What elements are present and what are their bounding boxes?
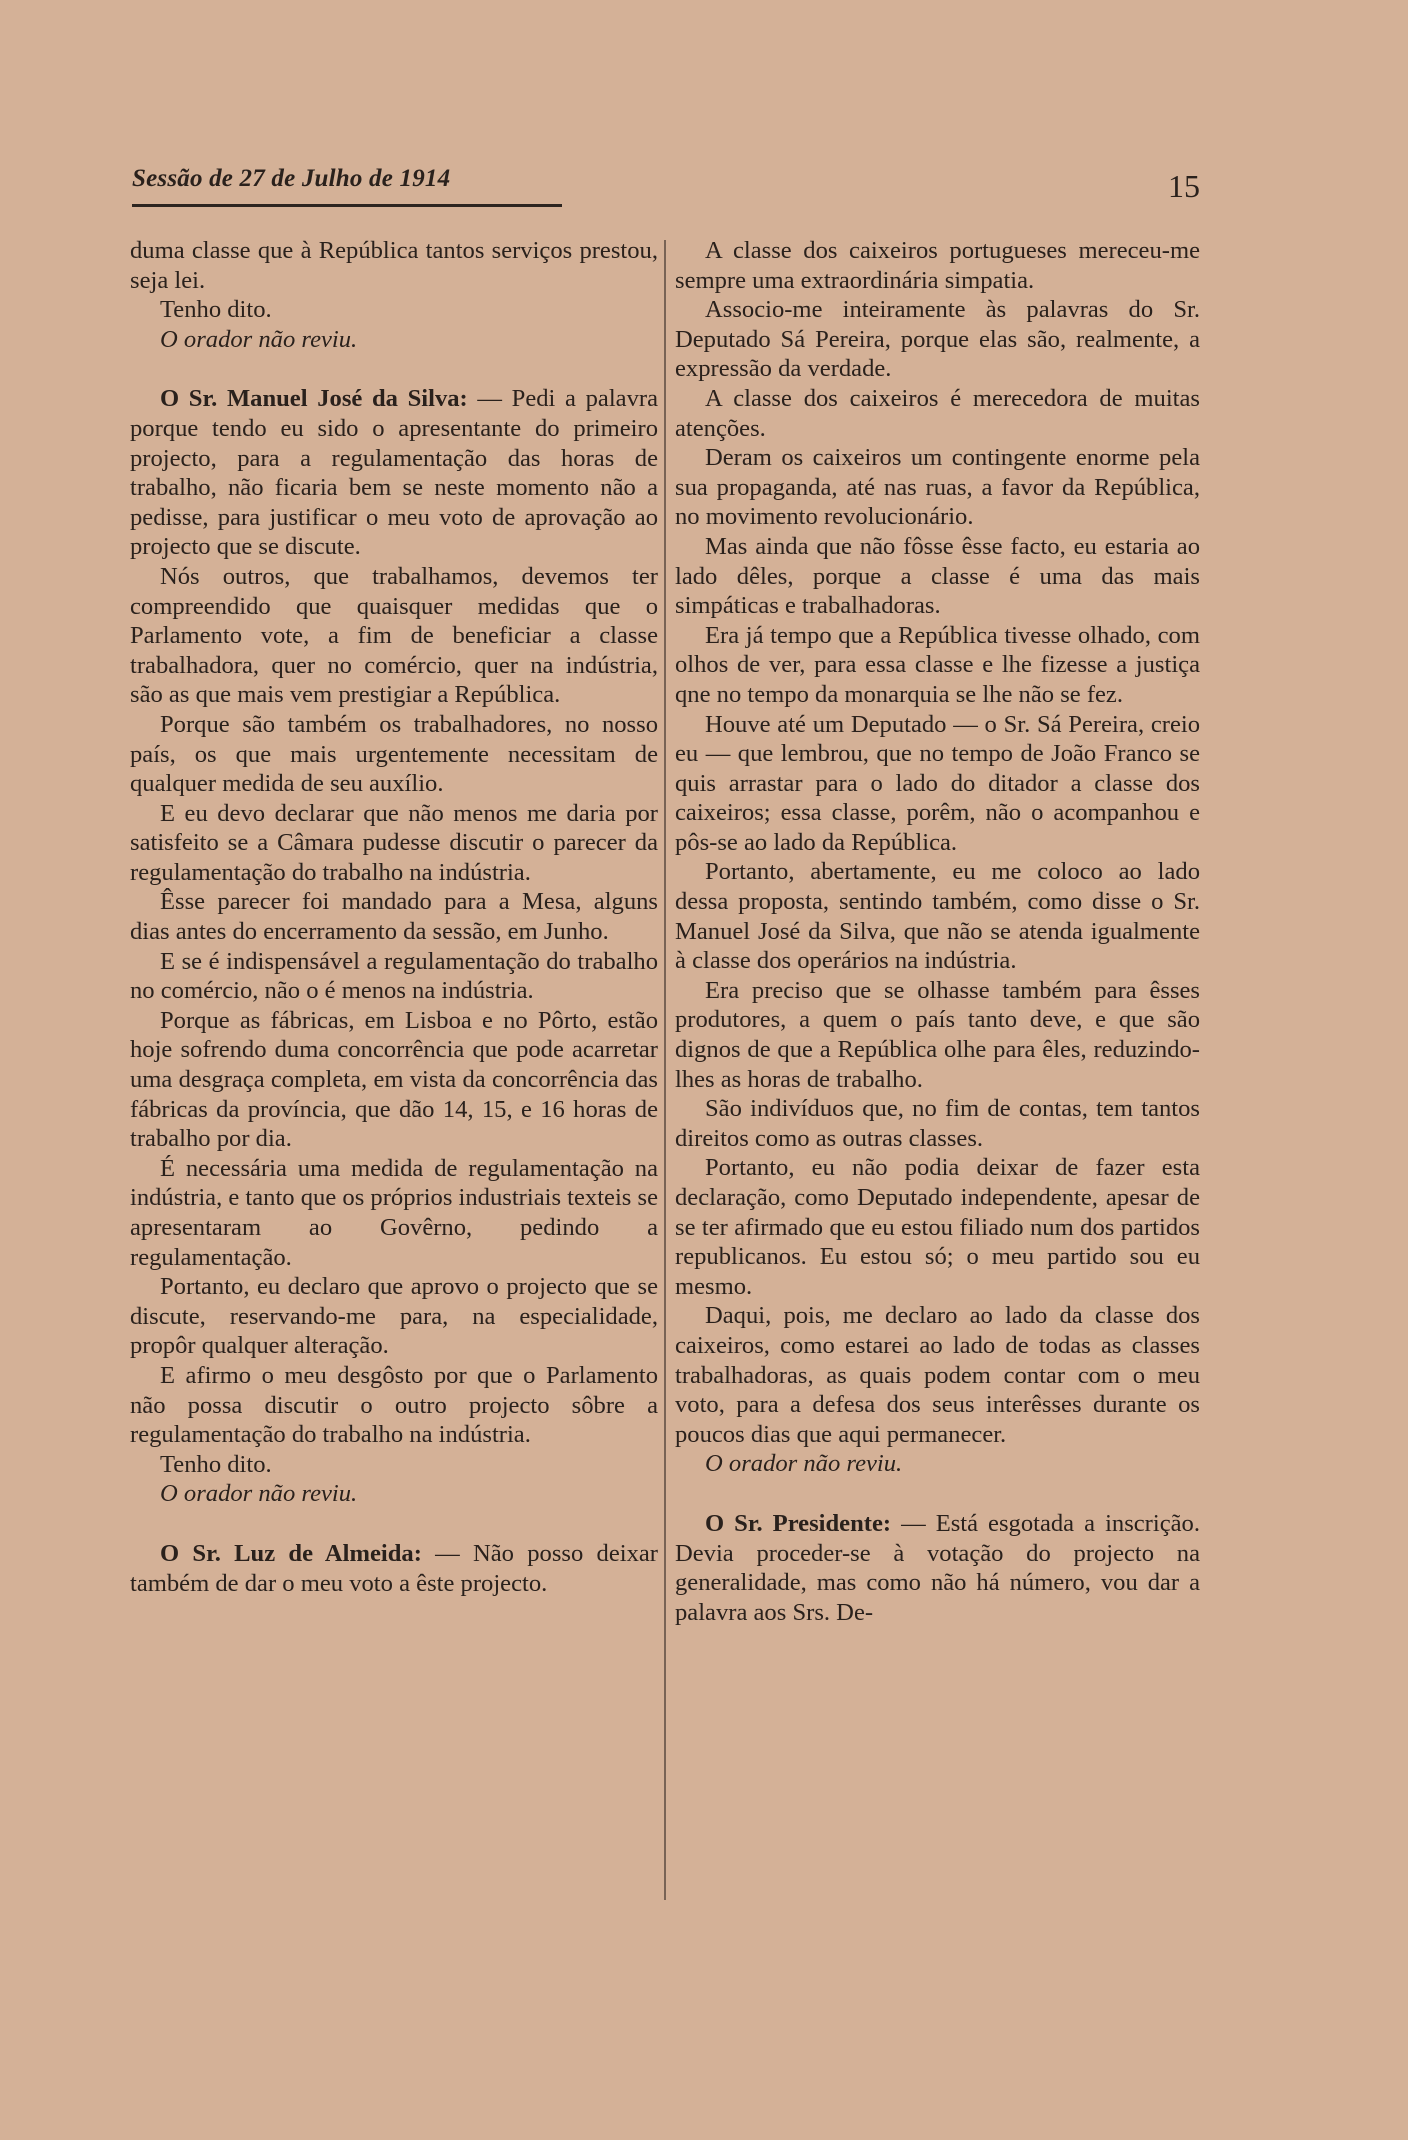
paragraph-text: A classe dos caixeiros portugueses mereceu-me sempre uma extraordinária simpatia.	[675, 237, 1200, 294]
paragraph-text: Tenho dito.	[160, 1450, 272, 1478]
paragraph	[130, 1154, 658, 1272]
paragraph-text: Daqui, pois, me declaro ao lado da classe dos caixeiros, como estarei ao lado de todas as classes trabalhadoras, as quais podem contar com o meu voto, para a defesa dos seus interêsses durante os poucos dias que aqui permanecer.	[675, 1302, 1200, 1448]
paragraph	[675, 1153, 1200, 1301]
paragraph-text: O orador não reviu.	[160, 325, 358, 353]
right-column	[675, 236, 1200, 1627]
paragraph	[130, 1450, 658, 1480]
paragraph-text: Portanto, eu declaro que aprovo o projecto que se discute, reservando-me para, na especialidade, propôr qualquer alteração.	[130, 1273, 658, 1360]
paragraph-text: E eu devo declarar que não menos me daria por satisfeito se a Câmara pudesse discutir o parecer da regulamentação do trabalho na indústria.	[130, 799, 658, 886]
column-divider	[664, 240, 666, 1900]
paragraph-text: Tenho dito.	[160, 296, 272, 324]
left-column	[130, 236, 658, 1598]
paragraph	[130, 384, 658, 562]
paragraph	[130, 1479, 658, 1509]
paragraph-text: — Está esgotada a inscrição. Devia proceder-se à votação do projecto na generalidade, mas como não há número, vou dar a palavra aos Srs. De-	[675, 1509, 1200, 1626]
paragraph-text: A classe dos caixeiros é merecedora de muitas atenções.	[675, 384, 1200, 442]
header-rule	[132, 204, 562, 207]
paragraph-text: Associo-me inteiramente às palavras do Sr. Deputado Sá Pereira, porque elas são, realmente, a expressão da verdade.	[675, 296, 1200, 383]
paragraph-text: — Não posso deixar também de dar o meu voto a êste projecto.	[130, 1539, 658, 1597]
paragraph	[675, 1449, 1200, 1479]
paragraph	[675, 1301, 1200, 1449]
speaker-name: O Sr. Luz de Almeida:	[160, 1539, 422, 1567]
paragraph	[130, 710, 658, 799]
speaker-name: O Sr. Presidente:	[705, 1509, 892, 1537]
paragraph	[675, 443, 1200, 532]
paragraph-text: Nós outros, que trabalhamos, devemos ter compreendido que quaisquer medidas que o Parlamento vote, a fim de beneficiar a classe trabalhadora, quer no comércio, quer na indústria, são as que mais vem prestigiar a República.	[130, 562, 658, 709]
paragraph	[675, 384, 1200, 443]
paragraph	[130, 562, 658, 710]
paragraph-text: O orador não reviu.	[160, 1480, 358, 1508]
paragraph-text: Portanto, eu não podia deixar de fazer esta declaração, como Deputado independente, apesar de se ter afirmado que eu estou filiado num dos partidos republicanos. Eu estou só; o meu partido sou eu mesmo.	[675, 1154, 1200, 1300]
paragraph	[675, 621, 1200, 710]
paragraph-text: Portanto, abertamente, eu me coloco ao lado dessa proposta, sentindo também, como disse o Sr. Manuel José da Silva, que não se atenda igualmente à classe dos operários na indústria.	[675, 858, 1200, 975]
paragraph	[675, 857, 1200, 975]
paragraph-text: Deram os caixeiros um contingente enorme pela sua propaganda, até nas ruas, a favor da República, no movimento revolucionário.	[675, 444, 1200, 531]
paragraph-text: Porque são também os trabalhadores, no nosso país, os que mais urgentemente necessitam de qualquer medida de seu auxílio.	[130, 710, 658, 798]
paragraph	[130, 799, 658, 888]
paragraph	[130, 887, 658, 946]
paragraph-text: Porque as fábricas, em Lisboa e no Pôrto, estão hoje sofrendo duma concorrência que pode acarretar uma desgraça completa, em vista da concorrência das fábricas da província, que dão 14, 15, e 16 horas de trabalho por dia.	[130, 1006, 658, 1153]
paragraph-text: Houve até um Deputado — o Sr. Sá Pereira, creio eu — que lembrou, que no tempo de João Franco se quis arrastar para o lado do ditador a classe dos caixeiros; essa classe, porêm, não o acompanhou e pôs-se ao lado da República.	[675, 710, 1200, 856]
paragraph-text: Era preciso que se olhasse também para êsses produtores, a quem o país tanto deve, e que são dignos de que a República olhe para êles, reduzindo-lhes as horas de trabalho.	[675, 976, 1200, 1093]
page-number: 15	[1168, 168, 1200, 204]
paragraph	[130, 1539, 658, 1598]
paragraph-text: Era já tempo que a República tivesse olhado, com olhos de ver, para essa classe e lhe fizesse a justiça qne no tempo da monarquia se lhe não se fez.	[675, 621, 1200, 708]
paragraph-text: duma classe que à República tantos serviços prestou, seja lei.	[130, 237, 658, 294]
paragraph	[130, 295, 658, 325]
paragraph	[130, 1361, 658, 1450]
paragraph-text: São indivíduos que, no fim de contas, tem tantos direitos como as outras classes.	[675, 1095, 1200, 1152]
paragraph	[130, 325, 658, 355]
paragraph-text: E afirmo o meu desgôsto por que o Parlamento não possa discutir o outro projecto sôbre a regulamentação do trabalho na indústria.	[130, 1361, 658, 1449]
speaker-name: O Sr. Manuel José da Silva:	[160, 385, 468, 413]
paragraph	[130, 236, 658, 295]
paragraph	[130, 947, 658, 1006]
paragraph	[675, 976, 1200, 1094]
paragraph-text: É necessária uma medida de regulamentação na indústria, e tanto que os próprios industriais texteis se apresentaram ao Govêrno, pedindo a regulamentação.	[130, 1154, 658, 1271]
paragraph	[675, 710, 1200, 858]
paragraph	[130, 1272, 658, 1361]
paragraph	[675, 1509, 1200, 1627]
paragraph-text: Mas ainda que não fôsse êsse facto, eu estaria ao lado dêles, porque a classe é uma das mais simpáticas e trabalhadoras.	[675, 532, 1200, 620]
paragraph-text: E se é indispensável a regulamentação do trabalho no comércio, não o é menos na indústria.	[130, 947, 658, 1005]
paragraph-text: O orador não reviu.	[705, 1450, 903, 1478]
paragraph	[675, 236, 1200, 295]
paragraph-text: Êsse parecer foi mandado para a Mesa, alguns dias antes do encerramento da sessão, em Junho.	[130, 888, 658, 946]
paragraph	[675, 532, 1200, 621]
paragraph-text: — Pedi a palavra porque tendo eu sido o apresentante do primeiro projecto, para a regulamentação das horas de trabalho, não ficaria bem se neste momento não a pedisse, para justificar o meu voto de aprovação ao projecto que se discute.	[130, 385, 658, 561]
paragraph	[675, 295, 1200, 384]
paragraph	[130, 1006, 658, 1154]
paragraph	[675, 1094, 1200, 1153]
running-header: Sessão de 27 de Julho de 1914	[132, 165, 451, 192]
